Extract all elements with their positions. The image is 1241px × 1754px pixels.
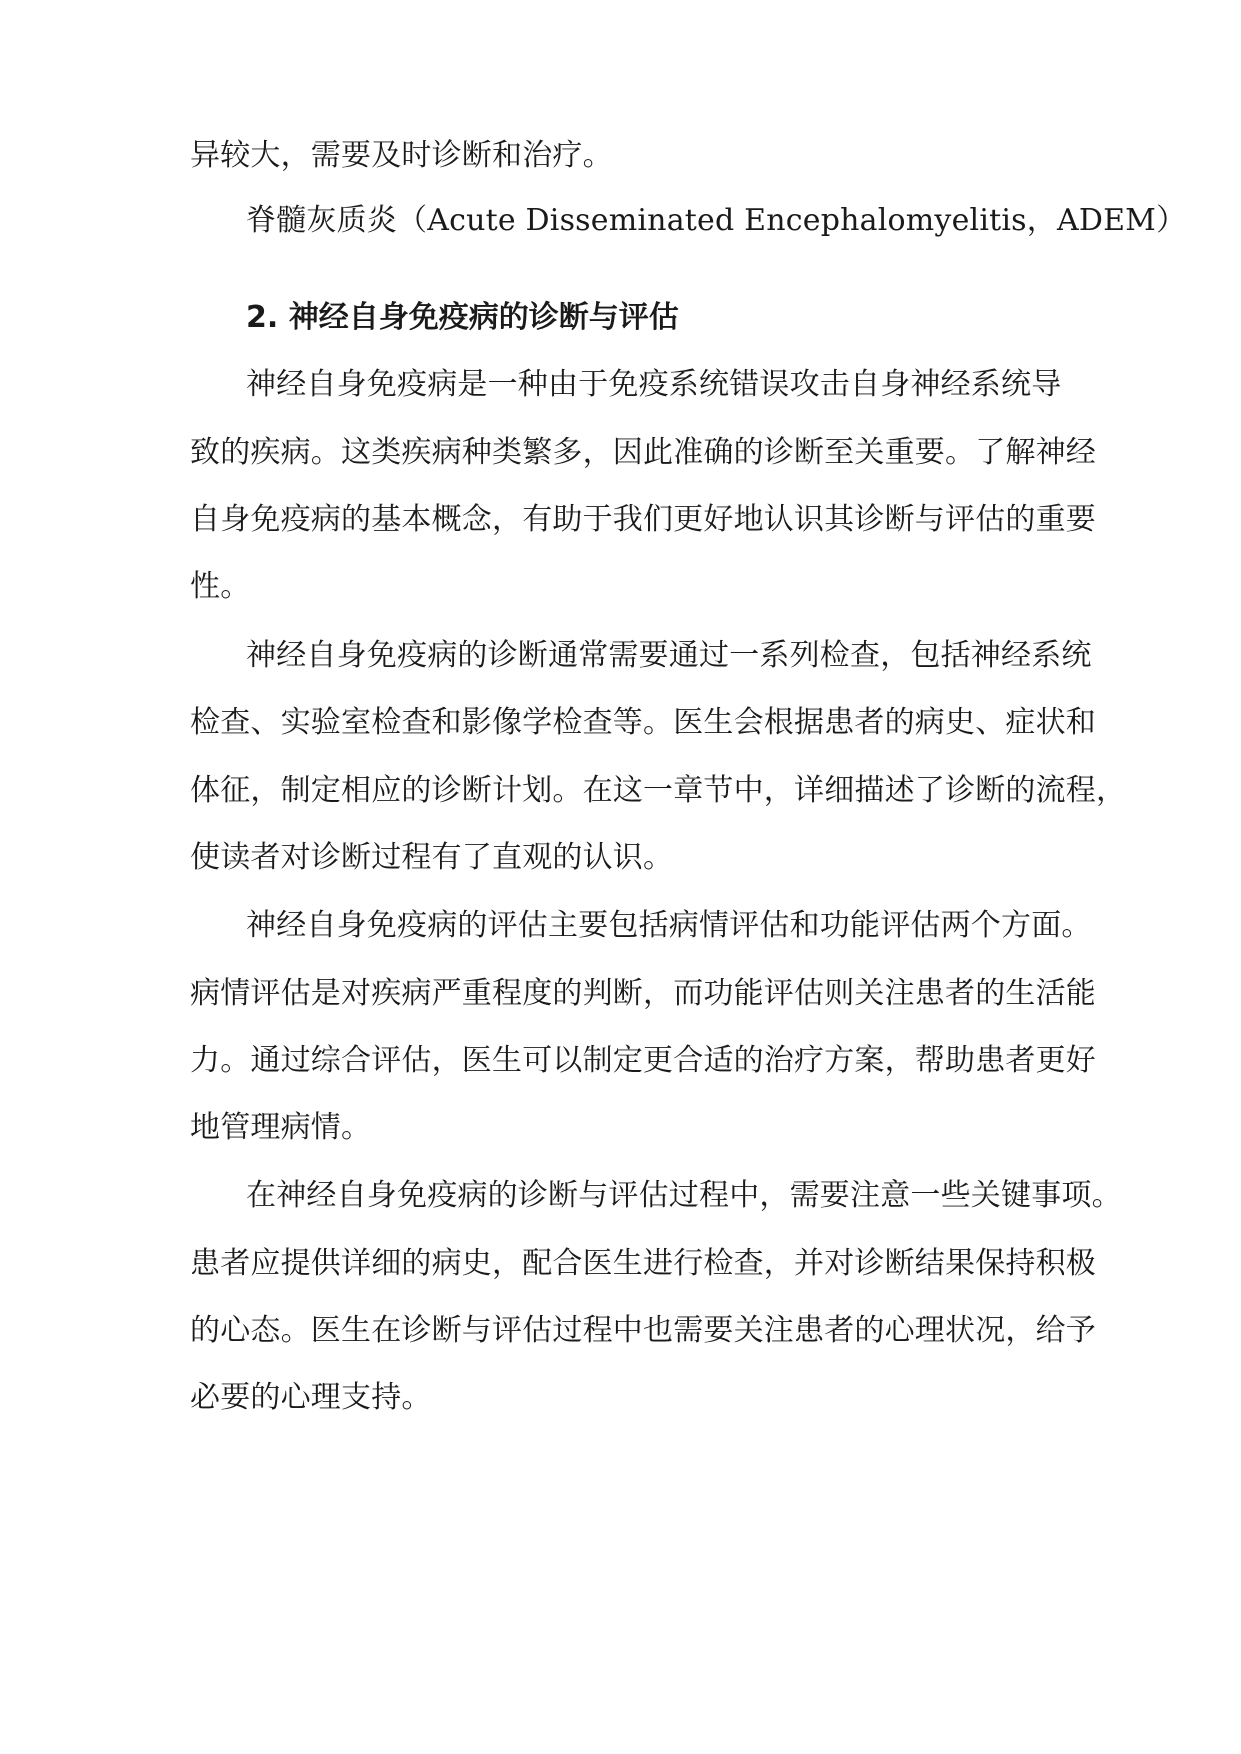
section-heading: 2. 神经自身免疫病的诊断与评估: [246, 300, 679, 335]
paragraph-line: 性。: [190, 569, 251, 604]
paragraph-line: 异较大，需要及时诊断和治疗。: [190, 138, 613, 173]
paragraph-line: 患者应提供详细的病史，配合医生进行检查，并对诊断结果保持积极: [190, 1246, 1096, 1281]
paragraph-line: 必要的心理支持。: [190, 1380, 432, 1415]
paragraph-line: 神经自身免疫病的诊断通常需要通过一系列检查，包括神经系统: [246, 638, 1092, 673]
paragraph-line: 使读者对诊断过程有了直观的认识。: [190, 840, 674, 875]
paragraph-line: 检查、实验室检查和影像学检查等。医生会根据患者的病史、症状和: [190, 705, 1096, 740]
paragraph-line: 病情评估是对疾病严重程度的判断，而功能评估则关注患者的生活能: [190, 976, 1096, 1011]
paragraph-line: 体征，制定相应的诊断计划。在这一章节中，详细描述了诊断的流程，: [190, 773, 1127, 808]
paragraph-line: 神经自身免疫病是一种由于免疫系统错误攻击自身神经系统导: [246, 367, 1062, 402]
paragraph-line: 在神经自身免疫病的诊断与评估过程中，需要注意一些关键事项。: [246, 1178, 1122, 1213]
paragraph-line: 的心态。医生在诊断与评估过程中也需要关注患者的心理状况，给予: [190, 1313, 1096, 1348]
paragraph-line: 神经自身免疫病的评估主要包括病情评估和功能评估两个方面。: [246, 908, 1092, 943]
paragraph-line: 致的疾病。这类疾病种类繁多，因此准确的诊断至关重要。了解神经: [190, 435, 1096, 470]
paragraph-line: 自身免疫病的基本概念，有助于我们更好地认识其诊断与评估的重要: [190, 502, 1096, 537]
paragraph-line: 地管理病情。: [190, 1110, 372, 1145]
paragraph-line: 力。通过综合评估，医生可以制定更合适的治疗方案，帮助患者更好: [190, 1043, 1096, 1078]
term-line: 脊髓灰质炎（Acute Disseminated Encephalomyelitis，ADEM）: [246, 203, 1187, 238]
